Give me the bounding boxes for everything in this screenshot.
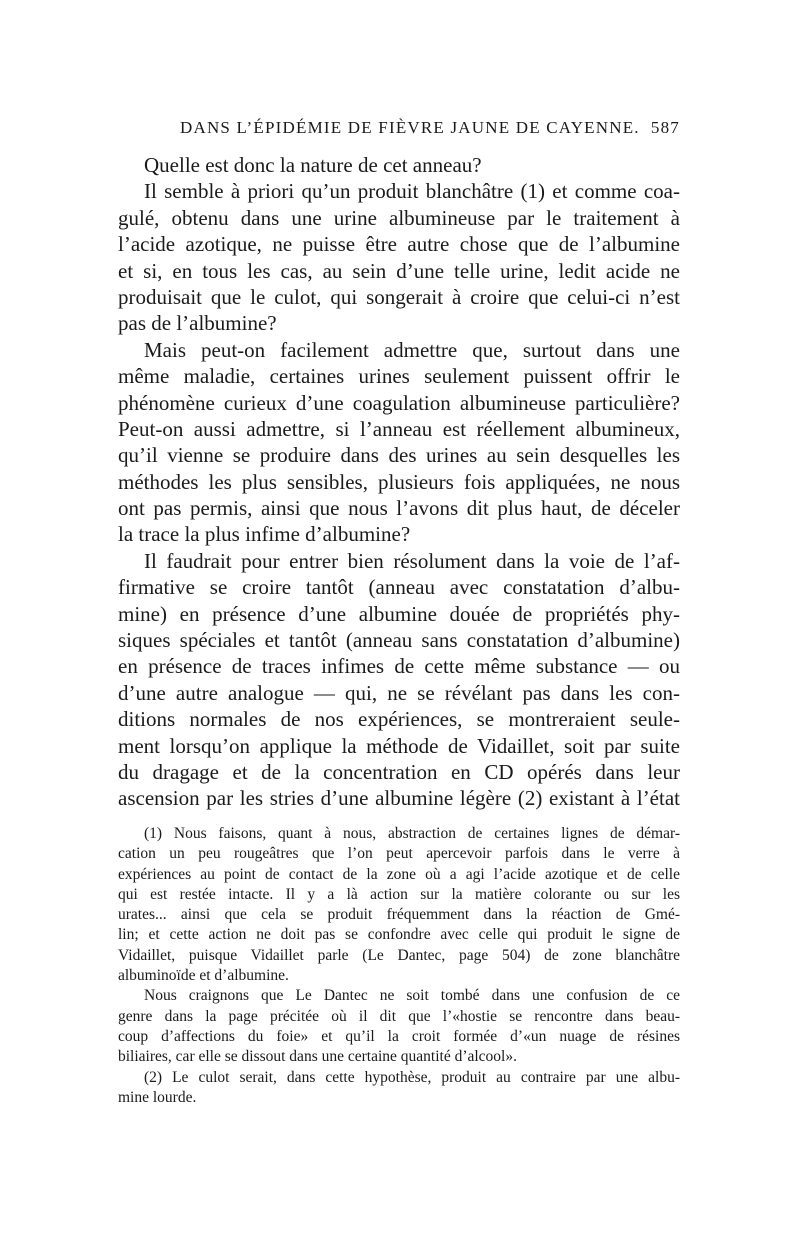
text-line: mine) en présence d’une albumine douée de propriétés phy- [118, 601, 680, 626]
footnote-line: mine lourde. [118, 1088, 197, 1106]
text-line: la trace la plus infime d’albumine? [118, 522, 411, 547]
footnote-line: albuminoïde et d’albumine. [118, 967, 289, 985]
text-line: gulé, obtenu dans une urine albumineuse par le traitement à [118, 205, 680, 230]
body-text [118, 152, 680, 812]
text-line: pas de l’albumine? [118, 311, 277, 336]
text-line: en présence de traces infimes de cette même substance — ou [118, 654, 680, 679]
text-line: ment lorsqu’on applique la méthode de Vidaillet, soit par suite [118, 733, 680, 758]
text-line: ascension par les stries d’une albumine légère (2) existant à l’état [118, 786, 680, 811]
footnote-line: expériences au point de contact de la zone où a agi l’acide azotique et de celle [118, 865, 680, 883]
text-line: et si, en tous les cas, au sein d’une telle urine, ledit acide ne [118, 258, 680, 283]
text-line: Il faudrait pour entrer bien résolument dans la voie de l’af- [144, 548, 680, 573]
footnote-line: cation un peu rougeâtres que l’on peut apercevoir parfois dans le verre à [118, 845, 680, 863]
footnote-line: lin; et cette action ne doit pas se confondre avec celle qui produit le signe de [118, 926, 680, 944]
footnote-line: urates... ainsi que cela se produit fréquemment dans la réaction de Gmé- [118, 906, 680, 924]
text-line: d’une autre analogue — qui, ne se révélant pas dans les con- [118, 680, 680, 705]
footnote-line: coup d’affections du foie» et qu’il la croit formée d’«un nuage de résines [118, 1027, 680, 1045]
text-line: siques spéciales et tantôt (anneau sans constatation d’albumine) [118, 628, 680, 653]
footnote-line: qui est restée intacte. Il y a là action sur la matière colorante ou sur les [118, 885, 680, 903]
text-line: Il semble à priori qu’un produit blanchâtre (1) et comme coa- [144, 179, 680, 204]
footnote-line: Nous craignons que Le Dantec ne soit tombé dans une confusion de ce [144, 987, 680, 1005]
footnote-line: (2) Le culot serait, dans cette hypothèse, produit au contraire par une albu- [144, 1068, 680, 1086]
text-line: Peut-on aussi admettre, si l’anneau est réellement albumineux, [118, 416, 680, 441]
footnote-line: (1) Nous faisons, quant à nous, abstraction de certaines lignes de démar- [144, 825, 680, 842]
text-line: produisait que le culot, qui songerait à croire que celui-ci n’est [118, 284, 680, 309]
text-line: méthodes les plus sensibles, plusieurs fois appliquées, ne nous [118, 469, 680, 494]
footnote-line: genre dans la page précitée où il dit que l’«hostie se rencontre dans beau- [118, 1007, 680, 1025]
text-line: du dragage et de la concentration en CD opérés dans leur [118, 759, 680, 784]
text-line: même maladie, certaines urines seulement puissent offrir le [118, 364, 680, 389]
text-line: ont pas permis, ainsi que nous l’avons dit plus haut, de déceler [118, 496, 680, 521]
text-line: qu’il vienne se produire dans des urines au sein desquelles les [118, 443, 680, 468]
header-title: DANS L’ÉPIDÉMIE DE FIÈVRE JAUNE DE CAYENNE. [180, 118, 640, 137]
text-line: Quelle est donc la nature de cet anneau? [144, 153, 482, 177]
text-line: Mais peut-on facilement admettre que, surtout dans une [144, 337, 680, 362]
footnotes [118, 824, 680, 1108]
text-line: ditions normales de nos expériences, se montreraient seule- [118, 707, 680, 732]
page-number: 587 [650, 118, 680, 137]
text-line: phénomène curieux d’une coagulation albumineuse particulière? [118, 390, 680, 415]
footnote-line: biliaires, car elle se dissout dans une certaine quantité d’alcool». [118, 1048, 517, 1066]
text-line: firmative se croire tantôt (anneau avec constatation d’albu- [118, 575, 680, 600]
footnote-line: Vidaillet, puisque Vidaillet parle (Le Dantec, page 504) de zone blanchâtre [118, 946, 680, 964]
text-line: l’acide azotique, ne puisse être autre chose que de l’albumine [118, 232, 680, 257]
running-header [118, 118, 680, 146]
